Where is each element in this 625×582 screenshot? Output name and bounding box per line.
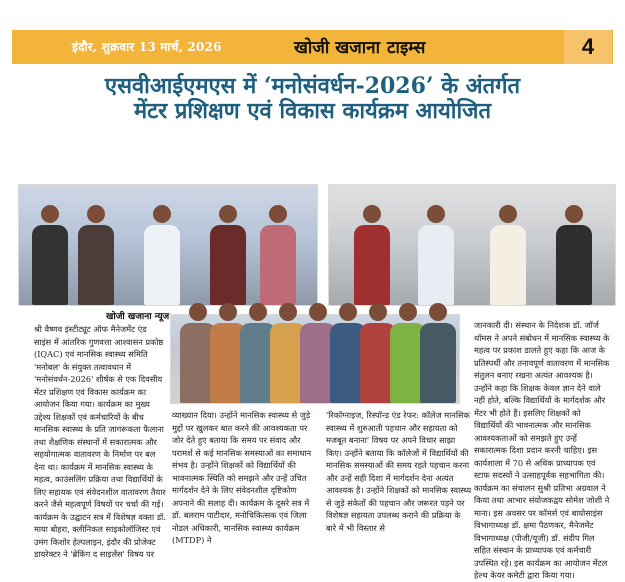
header-bar [12,30,613,64]
person-figure [419,303,457,403]
event-photo-right [328,184,616,306]
person-figure [353,205,391,305]
article-text: जानकारी दी। संस्थान के निदेशक डॉ. जॉर्ज थॉमस ने अपने संबोधन में मानसिक स्वास्थ्य के महत्व पर प्रकाश डालते हुए कहा कि आज के प्रतिस्पर्धी और तनावपूर्ण वातावरण में मानसिक संतुलन बनाए रखना अत्यंत आवश्यक है। उन्होंने कहा कि शिक्षक केवल ज्ञान देने वाले नहीं होते, बल्कि विद्यार्थियों के मार्गदर्शक और मेंटर भी होते हैं। इसलिए शिक्षकों को विद्यार्थियों की भावनात्मक और मानसिक आवश्यकताओं को समझते हुए उन्हें सकारात्मक दिशा प्रदान करनी चाहिए। इस कार्यशाला में 70 से अधिक प्राध्यापक एवं स्टाफ सदस्यों ने उत्साहपूर्वक सहभागिता की। कार्यक्रम का संचालन सुश्री प्रतिभा अग्रवाल ने किया तथा आभार संयोजकद्वय सोमेश जोशी ने माना। इस अवसर पर कॉमर्स एवं बायोसाइंस विभागाध्यक्ष डॉ. क्षमा पैठणकर, मैनेजमेंट विभागाध्यक्ष (पीजी/यूजी) डॉ. संदीप गिल सहित संस्थान के प्राध्यापक एवं कर्मचारी उपस्थित रहे। इस कार्यक्रम का आयोजन मेंटल हेल्थ केयर कमेटी द्वारा किया गया। [474,320,610,580]
event-photo-left [18,184,318,306]
person-figure [489,205,527,305]
person-figure [555,205,593,305]
masthead-title: खोजी खजाना [294,38,381,58]
headline-line-2: मेंटर प्रशिक्षण एवं विकास कार्यक्रम आयोजित [133,98,492,125]
event-photo-group [170,314,460,404]
page-number: 4 [564,30,612,64]
article-column-1 [34,323,166,561]
article-column-4 [474,319,610,582]
article-text: श्री वैष्णव इंस्टीट्यूट ऑफ मैनेजमेंट एंड साइंस में आंतरिक गुणवत्ता आश्वासन प्रकोष्ठ (IQAC) एवं मानसिक स्वास्थ्य समिति 'मनोबल' के संयुक्त तत्वावधान में 'मनोसंवर्धन-2026' शीर्षक से एक दिवसीय मेंटर प्रशिक्षण एवं विकास कार्यक्रम का आयोजन किया गया। कार्यक्रम का मुख्य उद्देश्य शिक्षकों एवं कर्मचारियों के बीच मानसिक स्वास्थ्य के प्रति जागरूकता फैलाना तथा शैक्षणिक संस्थानों में सकारात्मक और सहयोगात्मक वातावरण के निर्माण पर बल देना था। कार्यक्रम में मानसिक स्वास्थ्य के महत्व, काउंसलिंग प्रक्रिया तथा विद्यार्थियों के लिए सहायक एवं संवेदनशील वातावरण तैयार करने जैसे महत्वपूर्ण विषयों पर चर्चा की गई। कार्यक्रम के उद्घाटन सत्र में विशेषज्ञ वक्ता डॉ. माया बोहरा, क्लीनिकल साइकोलॉजिस्ट एवं उमंग किशोर हेल्पलाइन, इंदौर की प्रोजेक्ट डायरेक्टर ने 'ब्रेकिंग द साइलेंस' विषय पर [34,324,166,559]
newspaper-page [12,30,613,580]
person-figure [209,205,247,305]
masthead [294,34,425,58]
article-text: 'रिकॉग्नाइज, रिस्पॉन्ड एंड रेफर: कॉलेज मानसिक स्वास्थ्य में शुरुआती पहचान और सहायता को मजबूत बनाना' विषय पर अपने विचार साझा किए। उन्होंने बताया कि कॉलेजों में विद्यार्थियों की मानसिक समस्याओं की समय रहते पहचान करना और उन्हें सही दिशा में मार्गदर्शन देना अत्यंत आवश्यक है। उन्होंने शिक्षकों को मानसिक स्वास्थ्य से जुड़े संकेतों की पहचान और जरूरत पड़ने पर विशेषज्ञ सहायता उपलब्ध कराने की प्रक्रिया के बारे में भी विस्तार से [326,410,472,533]
person-figure [77,205,115,305]
article-text: व्याख्यान दिया। उन्होंने मानसिक स्वास्थ्य से जुड़े मुद्दों पर खुलकर बात करने की आवश्यकता पर जोर देते हुए बताया कि समय पर संवाद और परामर्श से कई मानसिक समस्याओं का समाधान संभव है। उन्होंने शिक्षकों को विद्यार्थियों की भावनात्मक स्थिति को समझने और उन्हें उचित मार्गदर्शन देने के लिए संवेदनशील दृष्टिकोण अपनाने की सलाह दी। कार्यक्रम के दूसरे सत्र में डॉ. बलराम पाटीदार, मनोचिकित्सक एवं जिला नोडल अधिकारी, मानसिक स्वास्थ्य कार्यक्रम (MTDP) ने [172,410,312,545]
dateline: इंदौर, शुक्रवार 13 मार्च, 2026 [72,40,222,54]
person-figure [143,205,181,305]
headline [12,74,613,125]
article-column-2 [172,409,318,547]
headline-line-1: एसवीआईएमएस में ‘मनोसंवर्धन-2026’ के अंतर्गत [104,73,521,99]
news-caption: खोजी खजाना न्यूज [106,312,170,322]
person-figure [259,205,297,305]
article-column-3 [326,409,472,534]
person-figure [31,205,69,305]
person-figure [417,205,455,305]
masthead-suffix: टाइम्स [386,38,426,58]
